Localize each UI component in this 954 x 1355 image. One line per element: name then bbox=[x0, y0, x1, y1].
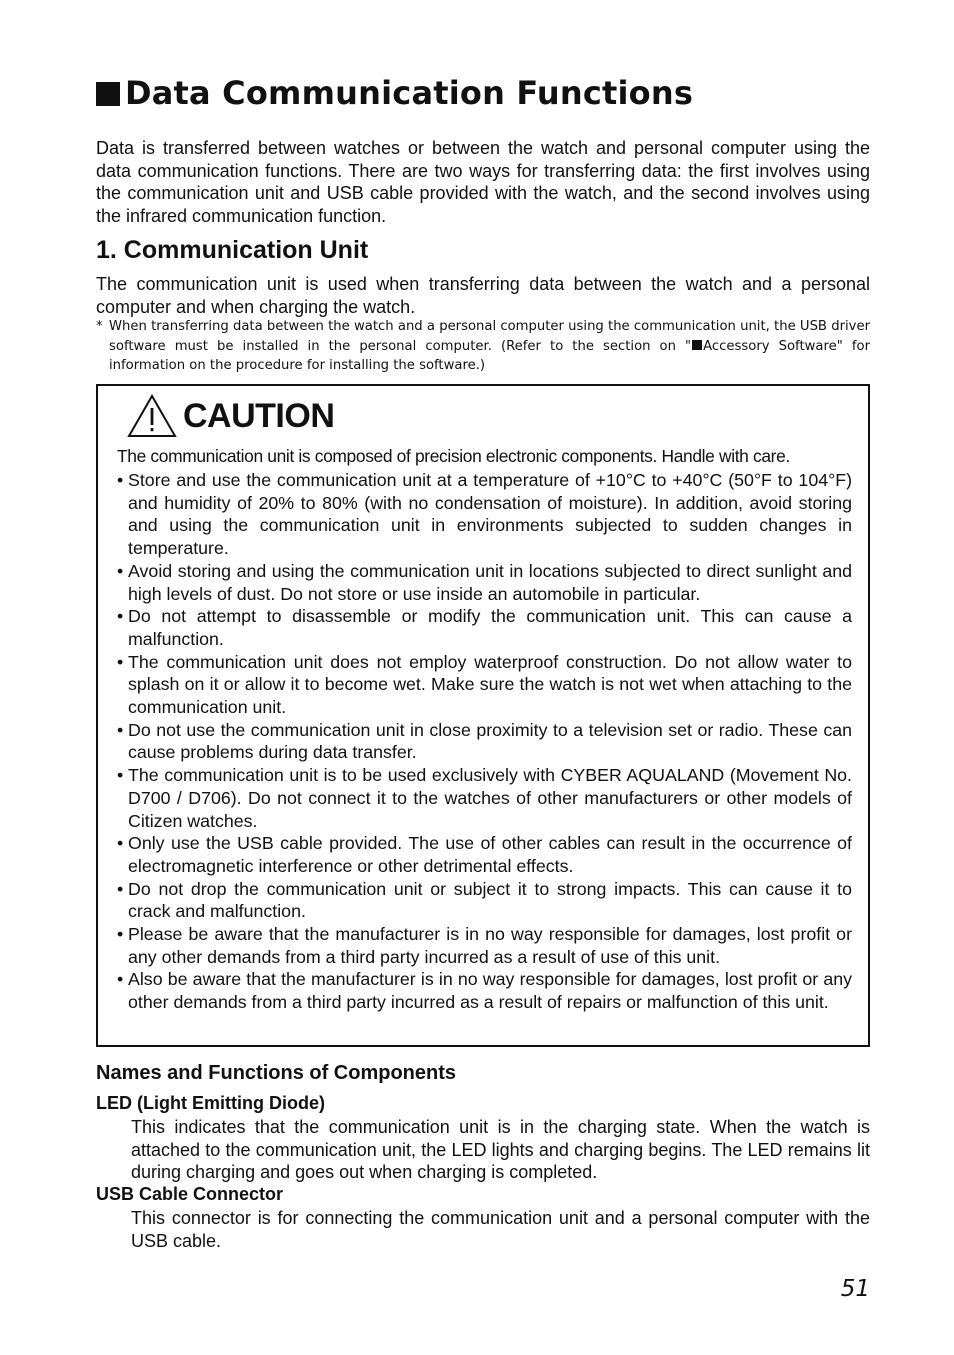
note-text-after: Accessory Software" for information on the procedure for installing the software.) bbox=[109, 338, 870, 373]
intro-paragraph: Data is transferred between watches or between the watch and personal computer using the data communication functions. There are two ways for transferring data: the first involves using the communication unit and USB cable provided with the watch, and the second involves using the infrared communication function. bbox=[96, 138, 870, 227]
bullet-marker: • bbox=[117, 833, 124, 854]
page-title-text: Data Communication Functions bbox=[125, 74, 694, 112]
caution-header bbox=[127, 394, 334, 438]
caution-item bbox=[117, 923, 852, 968]
caution-list bbox=[117, 469, 852, 1014]
bullet-marker: • bbox=[117, 606, 124, 627]
caution-item bbox=[117, 764, 852, 832]
led-term: LED (Light Emitting Diode) bbox=[96, 1093, 325, 1113]
led-description: This indicates that the communication unit is in the charging state. When the watch is attached to the communication unit, the LED lights and charging begins. The LED remains lit during charging and goes out when charging is completed. bbox=[131, 1117, 870, 1183]
caution-item-text: The communication unit does not employ waterproof construction. Do not allow water to splash on it or allow it to become wet. Make sure the watch is not wet when attaching to the communication unit. bbox=[128, 651, 852, 718]
caution-item-text: Avoid storing and using the communication unit in locations subjected to direct sunlight and high levels of dust. Do not store or use inside an automobile in particular. bbox=[128, 560, 852, 604]
usb-connector-term: USB Cable Connector bbox=[96, 1184, 284, 1204]
caution-item-text: Store and use the communication unit at a temperature of +10°C to +40°C (50°F to 104°F) and humidity of 20% to 80% (with no condensation of moisture). In addition, avoid storing and using the communication unit in environments subjected to sudden changes in temperature. bbox=[128, 470, 852, 559]
bullet-marker: • bbox=[117, 765, 124, 786]
caution-item-text: Only use the USB cable provided. The use of other cables can result in the occurrence of electromagnetic interference or other detrimental effects. bbox=[128, 833, 852, 876]
caution-item bbox=[117, 605, 852, 650]
caution-item bbox=[117, 719, 852, 764]
caution-item bbox=[117, 469, 852, 560]
bullet-marker: • bbox=[117, 924, 124, 945]
note-body bbox=[109, 317, 870, 376]
note-marker: * bbox=[96, 319, 103, 334]
caution-item-text: Do not attempt to disassemble or modify the communication unit. This can cause a malfunction. bbox=[128, 606, 852, 649]
caution-item bbox=[117, 832, 852, 877]
section-heading-communication-unit: 1. Communication Unit bbox=[96, 236, 369, 264]
black-square-icon bbox=[96, 82, 120, 106]
components-heading: Names and Functions of Components bbox=[96, 1062, 457, 1084]
bullet-marker: • bbox=[117, 719, 124, 740]
warning-triangle-icon bbox=[127, 394, 177, 438]
note-text-before: When transferring data between the watch and a personal computer using the communication unit, the USB driver software must be installed in the personal computer. (Refer to the section on " bbox=[109, 319, 870, 354]
black-square-icon bbox=[692, 340, 702, 350]
caution-heading: CAUTION bbox=[183, 396, 335, 435]
caution-item-text: Do not use the communication unit in close proximity to a television set or radio. These can cause problems during data transfer. bbox=[128, 719, 852, 763]
communication-unit-description: The communication unit is used when transferring data between the watch and a personal computer and when charging the watch. bbox=[96, 274, 870, 317]
bullet-marker: • bbox=[117, 969, 124, 990]
caution-item bbox=[117, 878, 852, 923]
usb-connector-description: This connector is for connecting the communication unit and a personal computer with the USB cable. bbox=[131, 1208, 870, 1251]
caution-item bbox=[117, 651, 852, 719]
caution-item-text: Also be aware that the manufacturer is in no way responsible for damages, lost profit or any other demands from a third party incurred as a result of repairs or malfunction of this unit. bbox=[128, 969, 852, 1013]
bullet-marker: • bbox=[117, 651, 124, 672]
caution-box bbox=[96, 384, 870, 1047]
bullet-marker: • bbox=[117, 560, 124, 581]
page-title bbox=[96, 74, 693, 112]
caution-item bbox=[117, 968, 852, 1013]
bullet-marker: • bbox=[117, 878, 124, 899]
bullet-marker: • bbox=[117, 470, 124, 490]
caution-item bbox=[117, 560, 852, 605]
caution-item-text: Please be aware that the manufacturer is in no way responsible for damages, lost profit or any other demands from a third party incurred as a result of use of this unit. bbox=[128, 924, 852, 967]
caution-intro: The communication unit is composed of precision electronic components. Handle with care. bbox=[117, 446, 790, 466]
caution-item-text: The communication unit is to be used exclusively with CYBER AQUALAND (Movement No. D700 / D706). Do not connect it to the watches of other manufacturers or other models of Citizen watches. bbox=[128, 765, 852, 831]
page-number: 51 bbox=[840, 1276, 870, 1302]
caution-item-text: Do not drop the communication unit or subject it to strong impacts. This can cause it to crack and malfunction. bbox=[128, 878, 852, 922]
driver-software-note bbox=[96, 317, 870, 376]
